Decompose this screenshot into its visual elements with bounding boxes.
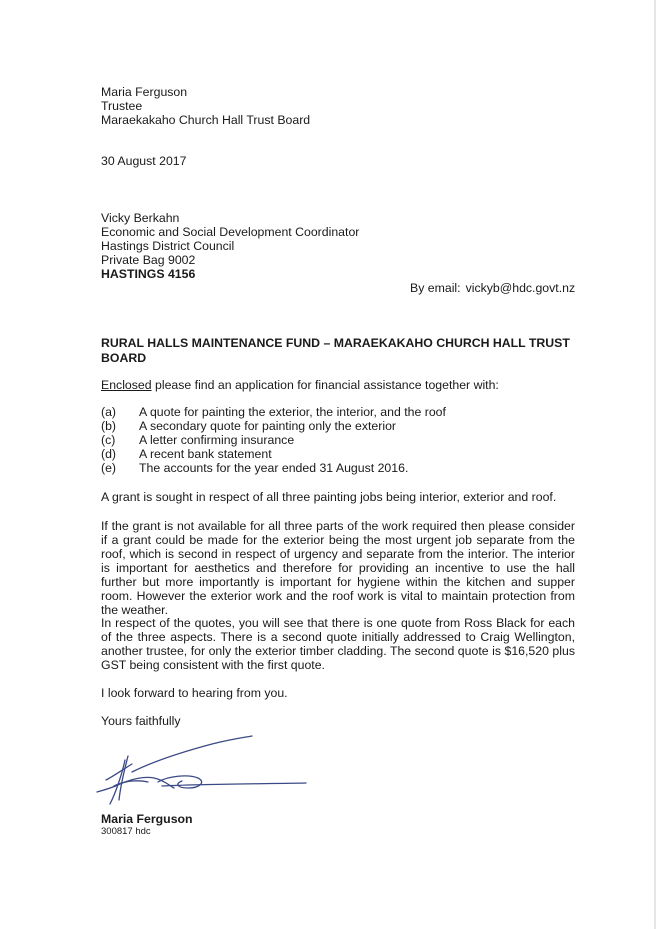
recipient-organisation: Hastings District Council (101, 239, 235, 253)
sender-organisation: Maraekakaho Church Hall Trust Board (101, 113, 311, 127)
list-item-letter: (e) (101, 461, 117, 475)
delivery-email: vickyb@hdc.govt.nz (465, 281, 576, 295)
letter-date: 30 August 2017 (101, 154, 187, 168)
recipient-name: Vicky Berkahn (101, 211, 180, 225)
enclosed-rest: please find an application for financial assistance together with: (151, 378, 499, 392)
closing-paragraph: I look forward to hearing from you. (101, 686, 288, 700)
enclosed-lead-word: Enclosed (101, 378, 152, 392)
list-item-text: A recent bank statement (139, 447, 272, 461)
list-item (101, 461, 446, 475)
sender-name: Maria Ferguson (101, 85, 188, 99)
recipient-position: Economic and Social Development Coordinator (101, 225, 360, 239)
sender-title: Trustee (101, 99, 143, 113)
list-item-text: A secondary quote for painting only the exterior (139, 419, 397, 433)
signature-image (92, 734, 312, 808)
list-item-letter: (b) (101, 419, 117, 433)
list-item (101, 419, 446, 433)
list-item (101, 447, 446, 461)
reference-code: 300817 hdc (101, 826, 151, 837)
signatory-name: Maria Ferguson (101, 812, 193, 826)
list-item-text: A letter confirming insurance (139, 433, 295, 447)
delivery-line (410, 281, 575, 295)
subject-heading: RURAL HALLS MAINTENANCE FUND – MARAEKAKAHO CHURCH HALL TRUST BOARD (101, 336, 570, 365)
list-item-letter: (a) (101, 405, 117, 419)
enclosed-paragraph (101, 378, 575, 392)
list-item-letter: (d) (101, 447, 117, 461)
list-item-text: A quote for painting the exterior, the interior, and the roof (139, 405, 446, 419)
list-item (101, 433, 446, 447)
grant-sought-paragraph: A grant is sought in respect of all three painting jobs being interior, exterior and roof. (101, 490, 557, 504)
recipient-block (101, 211, 359, 281)
grant-alternative-paragraph: If the grant is not available for all three parts of the work required then please consider if a grant could be made for the exterior being the most urgent job separate from the roof, which is second in respect of urgency and separate from the interior. The interior is important for aesthetics and therefore for providing an incentive to use the hall further but more importantly is important for hygiene within the kitchen and supper room. However the exterior work and the roof work is vital to maintain protection from the weather. (101, 519, 575, 617)
delivery-label: By email: (410, 281, 461, 295)
enclosure-list (101, 405, 446, 475)
list-item-text: The accounts for the year ended 31 August 2016. (139, 461, 409, 475)
sender-block (101, 85, 310, 127)
recipient-city: HASTINGS 4156 (101, 267, 196, 281)
list-item (101, 405, 446, 419)
list-item-letter: (c) (101, 433, 116, 447)
valediction: Yours faithfully (101, 714, 181, 728)
recipient-address: Private Bag 9002 (101, 253, 196, 267)
quotes-paragraph: In respect of the quotes, you will see that there is one quote from Ross Black for each of the three aspects. There is a second quote initially addressed to Craig Wellington, another trustee, for only the exterior timber cladding. The second quote is $16,520 plus GST being consistent with the first quote. (101, 616, 575, 672)
